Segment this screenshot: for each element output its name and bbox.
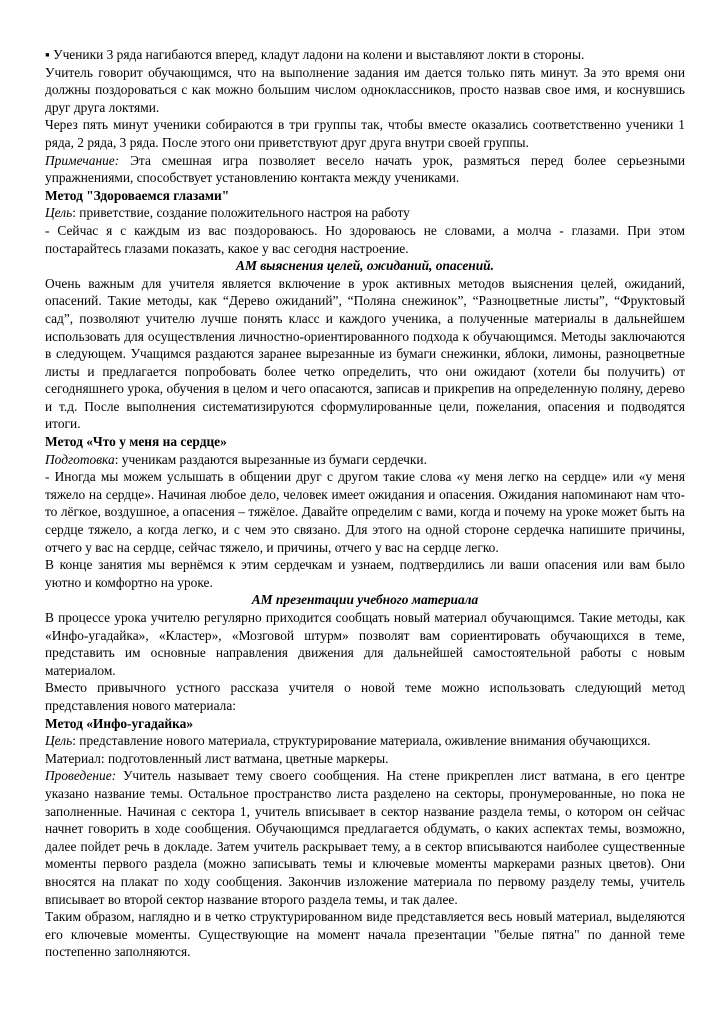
text-run: Вместо привычного устного рассказа учителя о новой теме можно использовать следующий метод представления нового материала: (45, 680, 685, 713)
paragraph (45, 187, 685, 205)
paragraph (45, 451, 685, 469)
paragraph (45, 64, 685, 117)
method-heading: Метод «Что у меня на сердце» (45, 434, 227, 450)
label-italic: Цель (45, 733, 73, 749)
section-heading (45, 257, 685, 275)
document-page (45, 46, 685, 961)
text-run: АМ выяснения целей, ожиданий, опасений. (236, 258, 494, 274)
text-run: АМ презентации учебного материала (251, 592, 479, 608)
paragraph (45, 679, 685, 714)
method-heading: Метод "Здороваемся глазами" (45, 187, 230, 203)
text-run: Очень важным для учителя является включение в урок активных методов выяснения целей, ожиданий, опасений. Такие методы, как “Дерево ожиданий”, “Поляна снежинок”, “Разноцветные листы”, “Фруктовый сад”, позволяют учителю лучше понять класс и каждого ученика, а полученные материалы в дальнейшем использовать для осуществления личностно-ориентированного подхода к обучающимся. Методы заключаются в следующем. Учащимся раздаются заранее вырезанные из бумаги снежинки, яблоки, лимоны, разноцветные листы и предлагается попробовать более четко определить, что они ожидают (хотели бы получить) от сегодняшнего урока, обучения в целом и чего опасаются, записав и прикрепив на определенную поляну, дерево и т.д. После выполнения систематизируются сформулированные цели, пожелания, опасения и подводятся итоги. (45, 275, 685, 432)
label-italic: Подготовка (45, 451, 115, 467)
paragraph (45, 275, 685, 433)
paragraph (45, 715, 685, 733)
text-run: Через пять минут ученики собираются в три группы так, чтобы вместе оказались соответственно ученики 1 ряда, 2 ряда, 3 ряда. После этого они приветствуют друг друга внутри своей группы. (45, 117, 685, 150)
paragraph (45, 152, 685, 187)
method-heading: Метод «Инфо-угадайка» (45, 715, 194, 731)
text-run: : приветствие, создание положительного настроя на работу (72, 205, 410, 221)
text-run: - Сейчас я с каждым из вас поздороваюсь. Но здороваюсь не словами, а молча - глазами. При этом постарайтесь глазами показать, какое у вас сегодня настроение. (45, 222, 685, 256)
label-italic: Примечание: (45, 152, 120, 168)
label-italic: Проведение: (45, 768, 117, 784)
text-run: В процессе урока учителю регулярно приходится сообщать новый материал обучающимся. Такие методы, как «Инфо-угадайка», «Кластер», «Мозговой штурм» позволят вам сориентировать обучающихся в теме, представить им основные направления движения для дальнейшей самостоятельной работы с новым материалом. (45, 610, 685, 678)
section-heading (45, 591, 685, 609)
paragraph (45, 46, 685, 64)
paragraph (45, 750, 685, 768)
paragraph (45, 767, 685, 908)
text-run: В конце занятия мы вернёмся к этим сердечкам и узнаем, подтвердились ли ваши опасения или вам было уютно и комфортно на уроке. (45, 557, 685, 590)
paragraph (45, 732, 685, 750)
text-run: : ученикам раздаются вырезанные из бумаги сердечки. (114, 451, 427, 467)
paragraph (45, 204, 685, 222)
paragraph (45, 468, 685, 556)
paragraph (45, 116, 685, 151)
paragraph (45, 908, 685, 961)
text-run: : представление нового материала, структурирование материала, оживление внимания обучающихся. (72, 733, 651, 749)
paragraph (45, 222, 685, 257)
paragraph (45, 556, 685, 591)
text-run: ▪ Ученики 3 ряда нагибаются вперед, кладут ладони на колени и выставляют локти в стороны. (45, 47, 585, 62)
text-run: Учитель называет тему своего сообщения. На стене прикреплен лист ватмана, в его центре указано название темы. Остальное пространство листа разделено на секторы, пронумерованные, но пока не заполненные. Начиная с сектора 1, учитель вписывает в сектор название раздела темы, о котором он сейчас начнет говорить в ходе сообщения. Обучающимся предлагается обдумать, о каких аспектах темы, возможно, далее пойдет речь в докладе. Затем учитель раскрывает тему, а в сектор вписываются наиболее существенные моменты первого раздела (можно записывать темы и ключевые моменты маркерами разных цветов). Они вносятся на плакат по ходу сообщения. Закончив изложение материала по первому разделу темы, учитель вписывает во второй сектор название второго раздела темы, и так далее. (45, 768, 685, 907)
text-run: Учитель говорит обучающимся, что на выполнение задания им дается только пять минут. За это время они должны поздороваться с как можно большим числом одноклассников, просто назвав свое имя, и коснувшись друг друга локтями. (45, 64, 685, 115)
text-run: Таким образом, наглядно и в четко структурированном виде представляется весь новый материал, выделяются его ключевые моменты. Существующие на момент начала презентации "белые пятна" по данной теме постепенно заполняются. (45, 909, 685, 960)
paragraph (45, 433, 685, 451)
text-run: Материал: подготовленный лист ватмана, цветные маркеры. (45, 750, 389, 766)
label-italic: Цель (45, 205, 73, 221)
paragraph (45, 609, 685, 679)
text-run: Эта смешная игра позволяет весело начать урок, размяться перед более серьезными упражнениями, способствует установлению контакта между учениками. (45, 152, 685, 186)
text-run: - Иногда мы можем услышать в общении друг с другом такие слова «у меня легко на сердце» или «у меня тяжело на сердце». Начиная любое дело, человек имеет ожидания и опасения. Ожидания напоминают нам что-то лёгкое, воздушное, а опасения – тяжёлое. Давайте определим с вами, когда и почему на уроке может быть на сердце тяжело, а когда легко, и с чем это связано. Для этого на одной стороне сердечка напишите причины, отчего у вас на сердце, сейчас тяжело, и причины, отчего у вас на сердце легко. (45, 469, 685, 555)
